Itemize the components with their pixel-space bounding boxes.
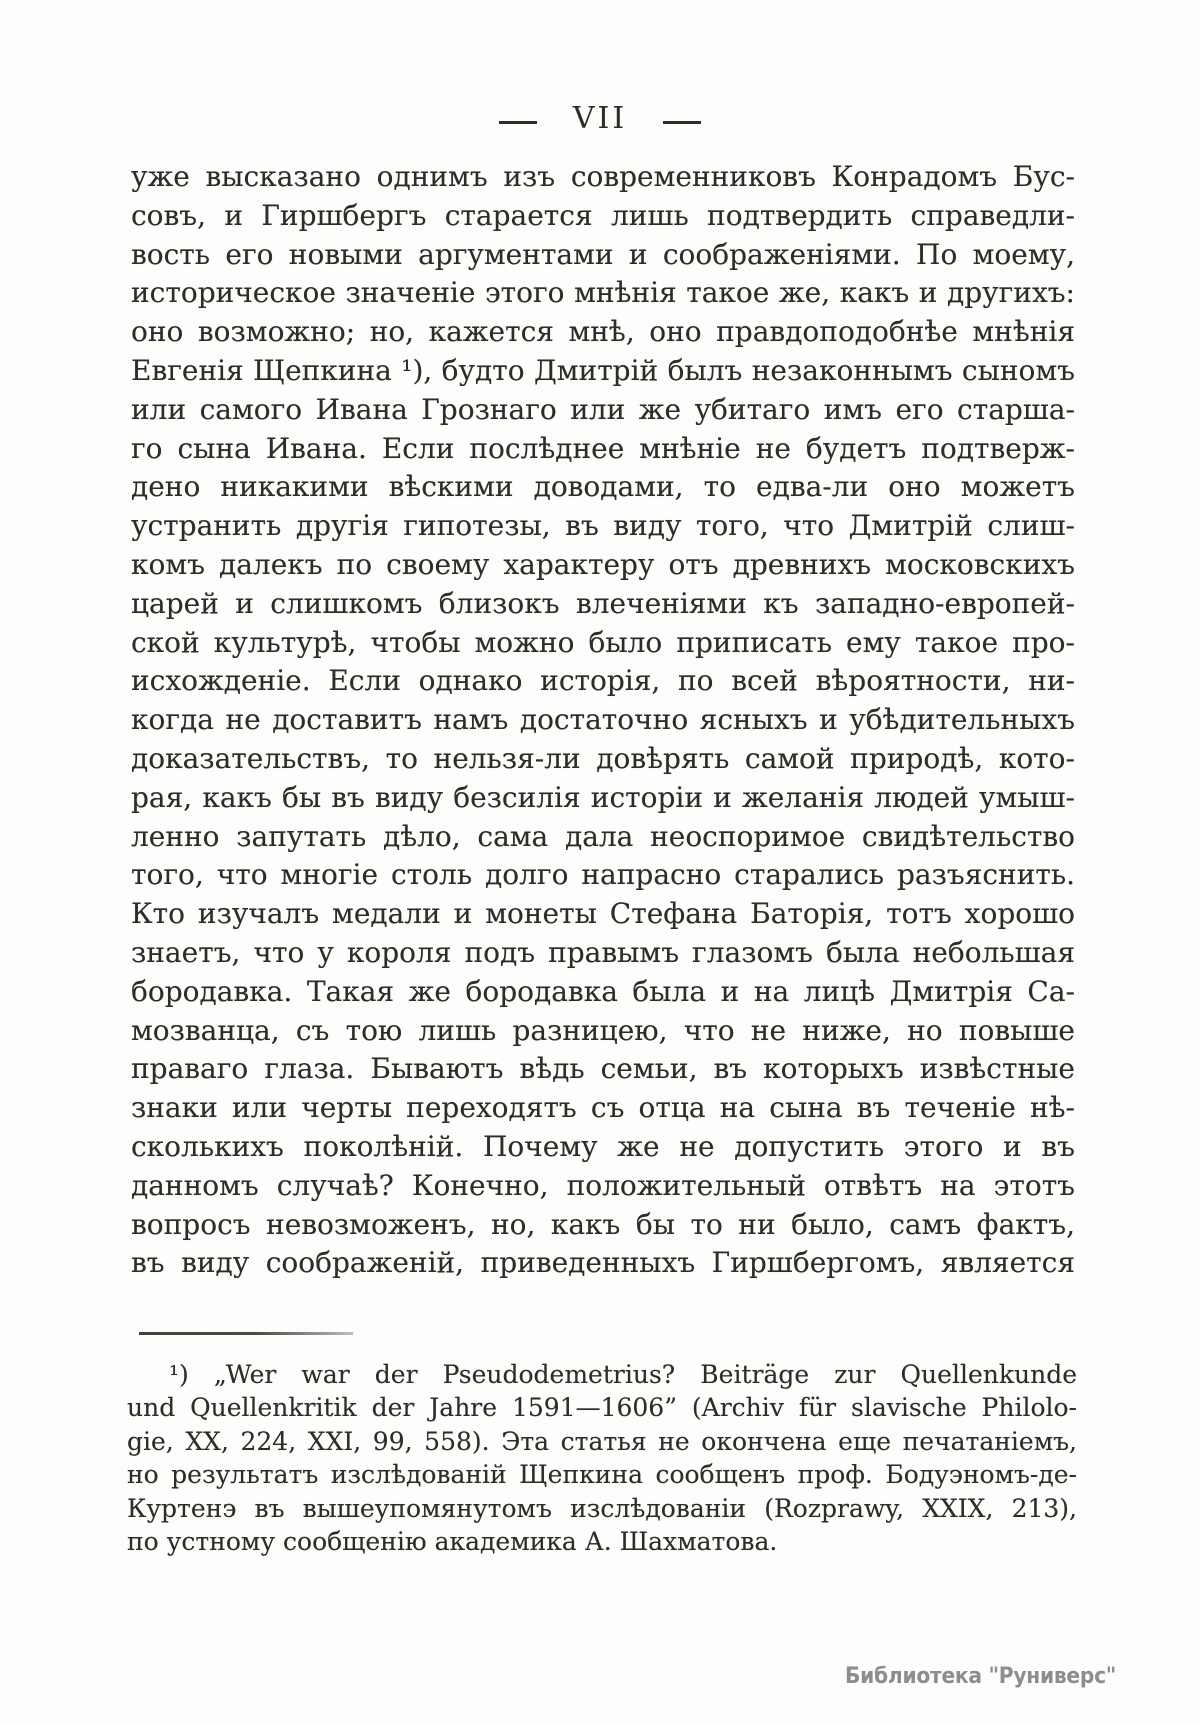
body-text-line: уже высказано однимъ изъ современниковъ Конрадомъ Бус- — [131, 160, 1075, 193]
footnote-line: Куртенэ въ вышеупомянутомъ изслѣдованіи (Rozprawy, XXIX, 213), — [127, 1493, 1077, 1523]
body-text-line: го сына Ивана. Если послѣднее мнѣніе не будетъ подтверж- — [131, 431, 1075, 465]
body-text-line: рая, какъ бы въ виду безсилія исторіи и желанія людей умыш- — [131, 780, 1075, 814]
footnote-line: und Quellenkritik der Jahre 1591—1606” (Archiv für slavische Philolo- — [127, 1393, 1077, 1423]
body-text-line: ленно запутать дѣло, сама дала неоспоримое свидѣтельство — [131, 819, 1075, 853]
body-text-line: бородавка. Такая же бородавка была и на лицѣ Дмитрія Са- — [131, 974, 1075, 1008]
body-text-line: того, что многіе столь долго напрасно старались разъяснить. — [131, 858, 1075, 892]
header-rule-right — [663, 121, 701, 124]
body-text-line: историческое значеніе этого мнѣнія такое же, какъ и другихъ: — [131, 276, 1075, 310]
body-text-line: или самого Ивана Грознаго или же убитаго имъ его старша- — [131, 392, 1075, 426]
body-text — [131, 158, 1075, 1283]
body-text-line: царей и слишкомъ близокъ влеченіями къ западно-европей- — [131, 586, 1075, 620]
body-text-line: совъ, и Гиршбергъ старается лишь подтвердить справедли- — [131, 198, 1075, 232]
body-text-line: ской культурѣ, чтобы можно было приписать ему такое про- — [131, 625, 1075, 659]
body-text-line: когда не доставитъ намъ достаточно ясныхъ и убѣдительныхъ — [131, 703, 1075, 737]
body-text-line: въ виду соображеній, приведенныхъ Гиршбергомъ, является — [131, 1246, 1075, 1280]
footnote-line: но результатъ изслѣдованій Щепкина сообщенъ проф. Бодуэномъ-де- — [127, 1460, 1077, 1490]
body-text-line: Кто изучалъ медали и монеты Стефана Баторія, тотъ хорошо — [131, 897, 1075, 931]
body-text-line: устранить другія гипотезы, въ виду того, что Дмитрій слиш- — [131, 509, 1075, 543]
footnote — [127, 1358, 1077, 1558]
page-header — [0, 101, 1200, 136]
body-text-line: сколькихъ поколѣній. Почему же не допустить этого и въ — [131, 1129, 1075, 1163]
body-text-line: исхожденіе. Если однако исторія, по всей вѣроятности, ни- — [131, 664, 1075, 698]
body-text-line: дено никакими вѣскими доводами, то едва-ли оно можетъ — [131, 470, 1075, 504]
footnote-separator-rule — [139, 1332, 353, 1335]
body-text-line: доказательствъ, то нельзя-ли довѣрять самой природѣ, кото- — [131, 741, 1075, 775]
footnote-line: gie, XX, 224, XXI, 99, 558). Эта статья не окончена еще печатаніемъ, — [127, 1426, 1077, 1456]
body-text-line: знаетъ, что у короля подъ правымъ глазомъ была небольшая — [131, 935, 1075, 969]
body-text-line: оно возможно; но, кажется мнѣ, оно правдоподобнѣе мнѣнія — [131, 315, 1075, 349]
page-number: VII — [572, 101, 628, 136]
library-watermark: Библиотека "Руниверс" — [845, 1664, 1117, 1689]
body-text-line: комъ далекъ по своему характеру отъ древнихъ московскихъ — [131, 547, 1075, 581]
body-text-line: знаки или черты переходятъ съ отца на сына въ теченіе нѣ- — [131, 1091, 1075, 1125]
body-text-line: мозванца, съ тою лишь разницею, что не ниже, но повыше — [131, 1013, 1075, 1047]
header-rule-left — [499, 121, 537, 124]
footnote-line: ¹) „Wer war der Pseudodemetrius? Beiträge zur Quellenkunde — [169, 1360, 1077, 1389]
body-text-line: вость его новыми аргументами и соображеніями. По моему, — [131, 237, 1075, 271]
footnote-line: по устному сообщенію академика А. Шахматова. — [127, 1526, 778, 1556]
body-text-line: Евгенія Щепкина ¹), будто Дмитрій былъ незаконнымъ сыномъ — [131, 353, 1075, 387]
body-text-line: праваго глаза. Бываютъ вѣдь семьи, въ которыхъ извѣстные — [131, 1052, 1075, 1086]
body-text-line: вопросъ невозможенъ, но, какъ бы то ни было, самъ фактъ, — [131, 1207, 1075, 1241]
body-text-line: данномъ случаѣ? Конечно, положительный отвѣтъ на этотъ — [131, 1168, 1075, 1202]
